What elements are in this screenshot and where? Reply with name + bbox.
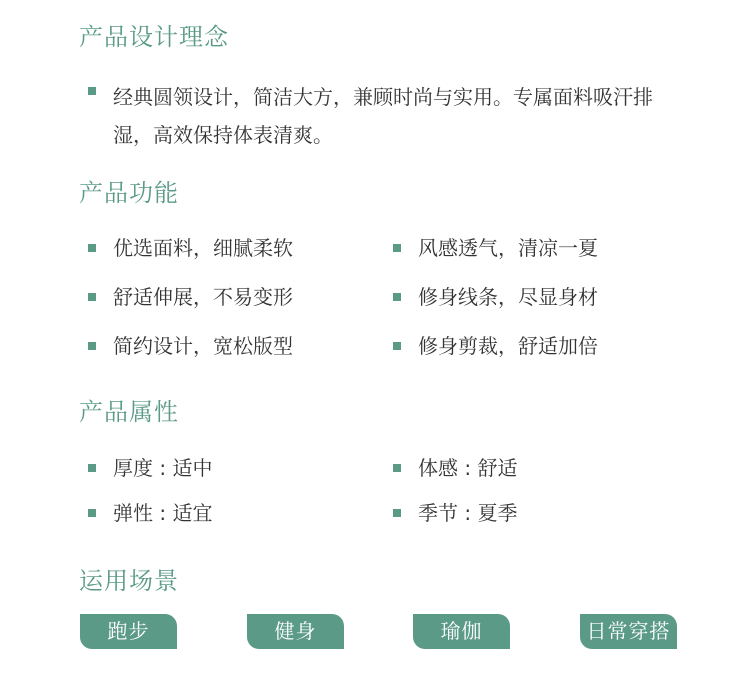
bullet-icon xyxy=(88,509,96,517)
attribute-item xyxy=(88,456,212,480)
function-item-label: 优选面料，细腻柔软 xyxy=(113,236,293,260)
scene-tag-yoga: 瑜伽 xyxy=(413,614,510,649)
function-item-label: 简约设计，宽松版型 xyxy=(113,334,293,358)
attributes-section-title: 产品属性 xyxy=(79,398,179,426)
attribute-item-label: 体感 : 舒适 xyxy=(418,456,518,480)
attribute-item-label: 弹性 : 适宜 xyxy=(113,501,213,525)
bullet-icon xyxy=(393,342,401,350)
function-item xyxy=(88,334,293,358)
bullet-icon xyxy=(393,293,401,301)
attribute-item-label: 厚度 : 适中 xyxy=(113,456,213,480)
bullet-icon xyxy=(88,464,96,472)
function-item xyxy=(393,236,598,260)
scene-tag-fitness: 健身 xyxy=(247,614,344,649)
function-item-label: 修身剪裁，舒适加倍 xyxy=(418,334,598,358)
bullet-icon xyxy=(88,342,96,350)
scene-tag-daily-wear: 日常穿搭 xyxy=(580,614,677,649)
bullet-icon xyxy=(88,87,96,95)
function-item-label: 修身线条，尽显身材 xyxy=(418,285,598,309)
bullet-icon xyxy=(88,244,96,252)
attribute-item xyxy=(393,456,517,480)
attribute-item-label: 季节 : 夏季 xyxy=(418,501,518,525)
function-item-label: 舒适伸展，不易变形 xyxy=(113,285,293,309)
function-item xyxy=(393,285,598,309)
bullet-icon xyxy=(393,464,401,472)
attribute-item xyxy=(393,501,517,525)
scene-tag-running: 跑步 xyxy=(80,614,177,649)
design-description: 经典圆领设计，简洁大方，兼顾时尚与实用。专属面料吸汗排湿，高效保持体表清爽。 xyxy=(113,85,653,147)
function-item-label: 风感透气，清凉一夏 xyxy=(418,236,598,260)
design-section-title: 产品设计理念 xyxy=(79,23,229,51)
bullet-icon xyxy=(393,509,401,517)
function-item xyxy=(393,334,598,358)
scenes-section-title: 运用场景 xyxy=(79,567,179,595)
function-item xyxy=(88,236,293,260)
function-section-title: 产品功能 xyxy=(79,179,179,207)
bullet-icon xyxy=(393,244,401,252)
function-item xyxy=(88,285,293,309)
attribute-item xyxy=(88,501,212,525)
bullet-icon xyxy=(88,293,96,301)
